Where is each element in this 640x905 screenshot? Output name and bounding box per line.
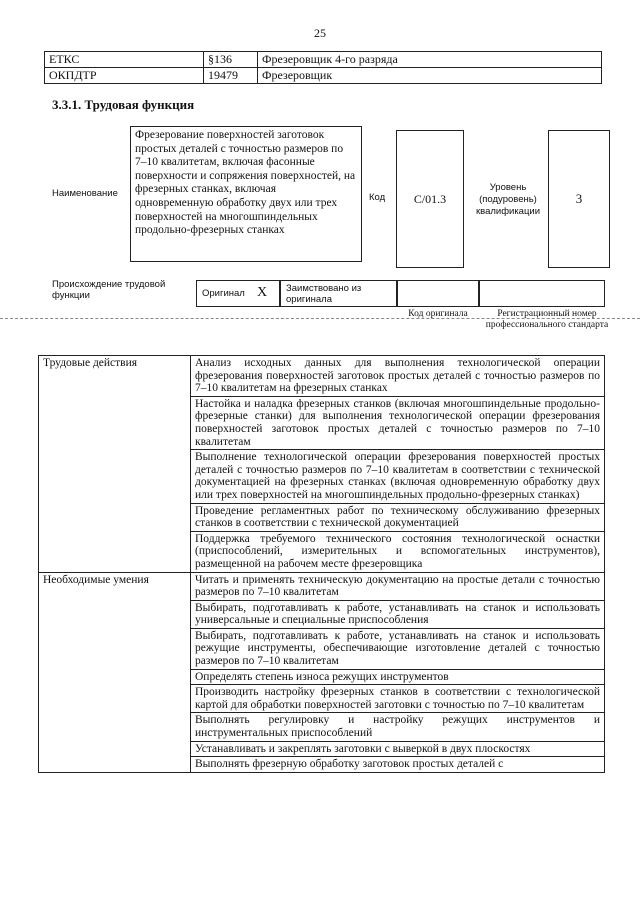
borrowed-label: Заимствовано из оригинала bbox=[286, 283, 362, 305]
table-cell: Определять степень износа режущих инструментов bbox=[191, 669, 605, 685]
ref-name: Фрезеровщик bbox=[258, 68, 602, 84]
table-cell: Проведение регламентных работ по техническому обслуживанию фрезерных станков в соответствии с технической документацией bbox=[191, 503, 605, 531]
page-number: 25 bbox=[314, 26, 326, 40]
code-original-cell bbox=[397, 280, 479, 307]
table-row bbox=[45, 52, 602, 68]
table-cell: Выполнение технологической операции фрезерования поверхностей простых деталей с точностью размеров по 7–10 квалитетам в соответствии с технической документацией на фрезерных станках (включая одновременную обработку двух или трех поверхностей на многошпиндельных продольно-фрезерных станках) bbox=[191, 450, 605, 503]
table-cell: Выполнять фрезерную обработку заготовок простых деталей с bbox=[191, 757, 605, 773]
table-cell: Выбирать, подготавливать к работе, устанавливать на станок и использовать режущие инструменты, обеспечивающие изготовление деталей с точностью размеров по 7–10 квалитетам bbox=[191, 628, 605, 669]
original-mark: X bbox=[257, 285, 268, 300]
section-title: 3.3.1. Трудовая функция bbox=[52, 97, 195, 112]
table-row bbox=[45, 68, 602, 84]
table-cell: Читать и применять техническую документацию на простые детали с точностью размеров по 7–10 квалитетам bbox=[191, 572, 605, 600]
level-label: Уровень (подуровень) квалификации bbox=[475, 182, 541, 217]
reg-number-cell bbox=[479, 280, 605, 307]
category-cell: Трудовые действия bbox=[39, 356, 191, 573]
borrowed-cell bbox=[280, 280, 397, 307]
table-cell: Анализ исходных данных для выполнения технологической операции фрезерования поверхностей заготовок простых деталей с точностью размеров по 7–10 квалитетам на фрезерных станках bbox=[191, 356, 605, 397]
ref-number: §136 bbox=[204, 52, 258, 68]
fold-line bbox=[0, 318, 640, 319]
function-name: Фрезерование поверхностей заготовок простых деталей с точностью размеров по 7–10 квалитетам, включая фасонные поверхности и сопряжения поверхностей, на фрезерных станках, включая одновременную обработку двух или трех поверхностей на многошпиндельных продольно-фрезерных станках bbox=[130, 126, 362, 262]
table-cell: Поддержка требуемого технического состояния технологической оснастки (приспособлений, измерительных и вспомогательных инструментов), размещенной на рабочем месте фрезеровщика bbox=[191, 531, 605, 572]
ref-number: 19479 bbox=[204, 68, 258, 84]
code-value: С/01.3 bbox=[396, 130, 464, 268]
table-cell: Настойка и наладка фрезерных станков (включая многошпиндельные продольно-фрезерные станки) для выполнения технологической операции фрезерования поверхностей заготовок простых деталей с точностью размеров по 7–10 квалитетам bbox=[191, 396, 605, 449]
level-value: 3 bbox=[548, 130, 610, 268]
original-cell bbox=[196, 280, 280, 307]
ref-code: ЕТКС bbox=[45, 52, 204, 68]
code-label: Код bbox=[369, 192, 386, 203]
reference-table bbox=[44, 51, 602, 84]
reg-number-label: Регистрационный номер профессионального стандарта bbox=[485, 309, 609, 330]
table-row bbox=[39, 356, 605, 397]
ref-name: Фрезеровщик 4-го разряда bbox=[258, 52, 602, 68]
table-cell: Выбирать, подготавливать к работе, устанавливать на станок и использовать универсальные и специальные приспособления bbox=[191, 600, 605, 628]
code-original-label: Код оригинала bbox=[408, 309, 468, 319]
table-cell: Выполнять регулировку и настройку режущих инструментов и инструментальных приспособлений bbox=[191, 713, 605, 741]
ref-code: ОКПДТР bbox=[45, 68, 204, 84]
name-label: Наименование bbox=[52, 188, 118, 199]
table-cell: Производить настройку фрезерных станков в соответствии с технологической картой для обработки поверхностей заготовки с точностью по 7–10 квалитетам bbox=[191, 685, 605, 713]
table-cell: Устанавливать и закреплять заготовки с выверкой в двух плоскостях bbox=[191, 741, 605, 757]
origin-label: Происхождение трудовой функции bbox=[52, 279, 166, 301]
labor-function-table bbox=[38, 355, 605, 773]
original-label: Оригинал bbox=[202, 288, 245, 299]
table-row bbox=[39, 572, 605, 600]
category-cell: Необходимые умения bbox=[39, 572, 191, 772]
